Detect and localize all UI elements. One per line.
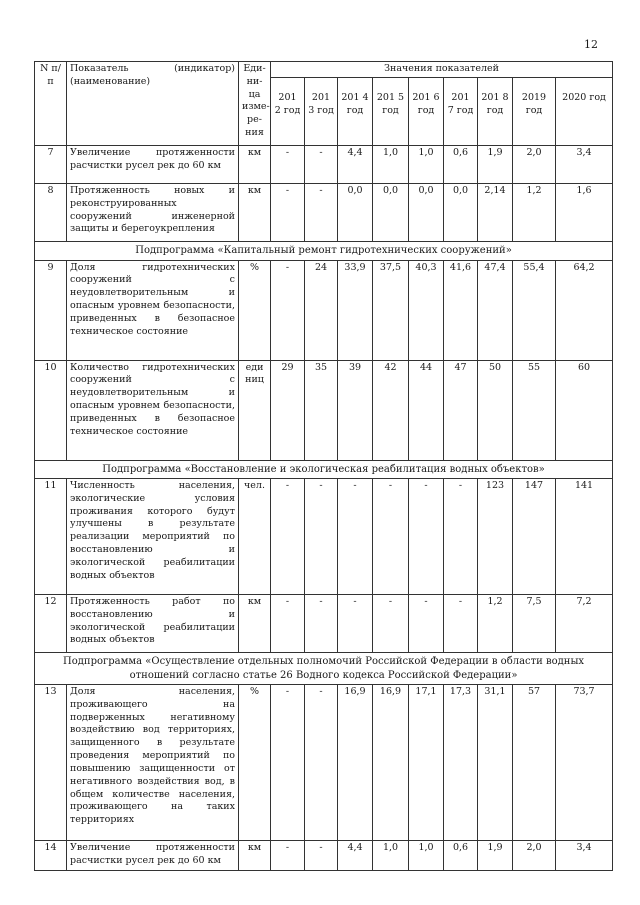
row-value: 17,1	[409, 685, 444, 841]
row-name: Доля населения, проживающего на подверженных негативному воздействию вод территориях, защищенного в результате проведения мероприятий по повышению защищенности от негативного воздействия вод, в общем количестве населения, проживающего на таких территориях	[67, 685, 239, 841]
subprogram-title: Подпрограмма «Восстановление и экологическая реабилитация водных объектов»	[35, 460, 613, 479]
row-value: 7,2	[556, 595, 613, 653]
row-name: Протяженность работ по восстановлению и экологической реабилитации водных объектов	[67, 595, 239, 653]
indicators-table	[34, 61, 613, 871]
table-row	[35, 685, 613, 841]
row-number: 8	[35, 184, 67, 242]
row-number: 7	[35, 146, 67, 184]
row-value: 55	[513, 360, 556, 460]
row-unit: %	[239, 260, 271, 360]
row-value: 42	[373, 360, 409, 460]
page-number: 12	[584, 38, 598, 51]
row-value: 123	[478, 479, 513, 595]
row-value: 33,9	[338, 260, 373, 360]
row-number: 11	[35, 479, 67, 595]
subprogram-title: Подпрограмма «Осуществление отдельных полномочий Российской Федерации в области водных отношений согласно статье 26 Водного кодекса Российской Федерации»	[35, 653, 613, 685]
row-value: 141	[556, 479, 613, 595]
header-year: 201 5 год	[373, 78, 409, 146]
row-value: 0,0	[444, 184, 478, 242]
row-value: 55,4	[513, 260, 556, 360]
row-value: 73,7	[556, 685, 613, 841]
row-value: 16,9	[338, 685, 373, 841]
header-values-title: Значения показателей	[271, 62, 613, 78]
row-number: 10	[35, 360, 67, 460]
row-value: 29	[271, 360, 305, 460]
row-value: 16,9	[373, 685, 409, 841]
header-year: 201 2 год	[271, 78, 305, 146]
row-value: -	[409, 479, 444, 595]
row-value: -	[271, 685, 305, 841]
row-value: 44	[409, 360, 444, 460]
table-row	[35, 360, 613, 460]
row-value: 1,0	[409, 146, 444, 184]
row-value: 2,14	[478, 184, 513, 242]
row-value: 2,0	[513, 841, 556, 871]
row-value: 1,0	[373, 146, 409, 184]
row-value: 64,2	[556, 260, 613, 360]
subprogram-title: Подпрограмма «Капитальный ремонт гидротехнических сооружений»	[35, 242, 613, 261]
row-value: 1,2	[513, 184, 556, 242]
row-value: -	[373, 479, 409, 595]
row-name: Увеличение протяженности расчистки русел рек до 60 км	[67, 841, 239, 871]
row-value: 47,4	[478, 260, 513, 360]
row-value: 50	[478, 360, 513, 460]
row-number: 12	[35, 595, 67, 653]
table-row	[35, 146, 613, 184]
header-unit: Еди- ни- ца изме- ре- ния	[239, 62, 271, 146]
row-value: 60	[556, 360, 613, 460]
table-row	[35, 184, 613, 242]
row-unit: чел.	[239, 479, 271, 595]
row-value: -	[373, 595, 409, 653]
table-row	[35, 479, 613, 595]
row-unit: км	[239, 595, 271, 653]
row-value: 3,4	[556, 146, 613, 184]
row-value: -	[444, 595, 478, 653]
row-value: 24	[305, 260, 338, 360]
table-row	[35, 841, 613, 871]
table-row	[35, 595, 613, 653]
row-value: -	[271, 841, 305, 871]
row-value: 0,0	[373, 184, 409, 242]
row-unit: еди ниц	[239, 360, 271, 460]
table-row	[35, 260, 613, 360]
row-value: -	[305, 146, 338, 184]
row-value: 1,9	[478, 146, 513, 184]
row-value: 41,6	[444, 260, 478, 360]
header-year: 201 7 год	[444, 78, 478, 146]
row-value: 1,0	[409, 841, 444, 871]
row-value: 0,6	[444, 146, 478, 184]
row-value: -	[271, 260, 305, 360]
row-value: -	[305, 841, 338, 871]
row-value: -	[305, 184, 338, 242]
row-unit: %	[239, 685, 271, 841]
row-value: -	[271, 146, 305, 184]
row-unit: км	[239, 146, 271, 184]
row-value: -	[305, 595, 338, 653]
row-name: Увеличение протяженности расчистки русел рек до 60 км	[67, 146, 239, 184]
header-year: 2019 год	[513, 78, 556, 146]
row-value: 40,3	[409, 260, 444, 360]
row-value: 0,0	[409, 184, 444, 242]
row-value: 35	[305, 360, 338, 460]
row-value: 17,3	[444, 685, 478, 841]
header-indicator: Показатель (индикатор) (наименование)	[67, 62, 239, 146]
row-unit: км	[239, 184, 271, 242]
row-name: Доля гидротехнических сооружений с неудовлетворительным и опасным уровнем безопасности, приведенных в безопасное техническое состояние	[67, 260, 239, 360]
row-value: 31,1	[478, 685, 513, 841]
row-value: 4,4	[338, 841, 373, 871]
row-value: 39	[338, 360, 373, 460]
row-value: -	[338, 595, 373, 653]
row-value: 0,0	[338, 184, 373, 242]
row-value: -	[305, 685, 338, 841]
row-value: -	[305, 479, 338, 595]
row-value: 1,2	[478, 595, 513, 653]
row-value: 3,4	[556, 841, 613, 871]
row-value: 2,0	[513, 146, 556, 184]
row-number: 9	[35, 260, 67, 360]
row-value: 47	[444, 360, 478, 460]
row-value: 4,4	[338, 146, 373, 184]
header-year: 201 8 год	[478, 78, 513, 146]
header-year: 201 4 год	[338, 78, 373, 146]
row-value: 1,9	[478, 841, 513, 871]
header-year: 201 3 год	[305, 78, 338, 146]
row-unit: км	[239, 841, 271, 871]
row-number: 13	[35, 685, 67, 841]
row-value: 37,5	[373, 260, 409, 360]
row-value: 1,0	[373, 841, 409, 871]
row-value: -	[338, 479, 373, 595]
row-value: 57	[513, 685, 556, 841]
row-value: -	[271, 184, 305, 242]
row-value: 7,5	[513, 595, 556, 653]
row-value: 1,6	[556, 184, 613, 242]
header-year: 2020 год	[556, 78, 613, 146]
row-value: -	[444, 479, 478, 595]
row-number: 14	[35, 841, 67, 871]
row-value: 0,6	[444, 841, 478, 871]
header-year: 201 6 год	[409, 78, 444, 146]
row-name: Протяженность новых и реконструированных сооружений инженерной защиты и берегоукрепления	[67, 184, 239, 242]
row-value: 147	[513, 479, 556, 595]
row-value: -	[271, 595, 305, 653]
row-value: -	[409, 595, 444, 653]
header-num: N п/п	[35, 62, 67, 146]
row-name: Численность населения, экологические условия проживания которого будут улучшены в результате реализации мероприятий по восстановлению и экологической реабилитации водных объектов	[67, 479, 239, 595]
row-value: -	[271, 479, 305, 595]
row-name: Количество гидротехнических сооружений с неудовлетворительным и опасным уровнем безопасности, приведенных в безопасное техническое состояние	[67, 360, 239, 460]
